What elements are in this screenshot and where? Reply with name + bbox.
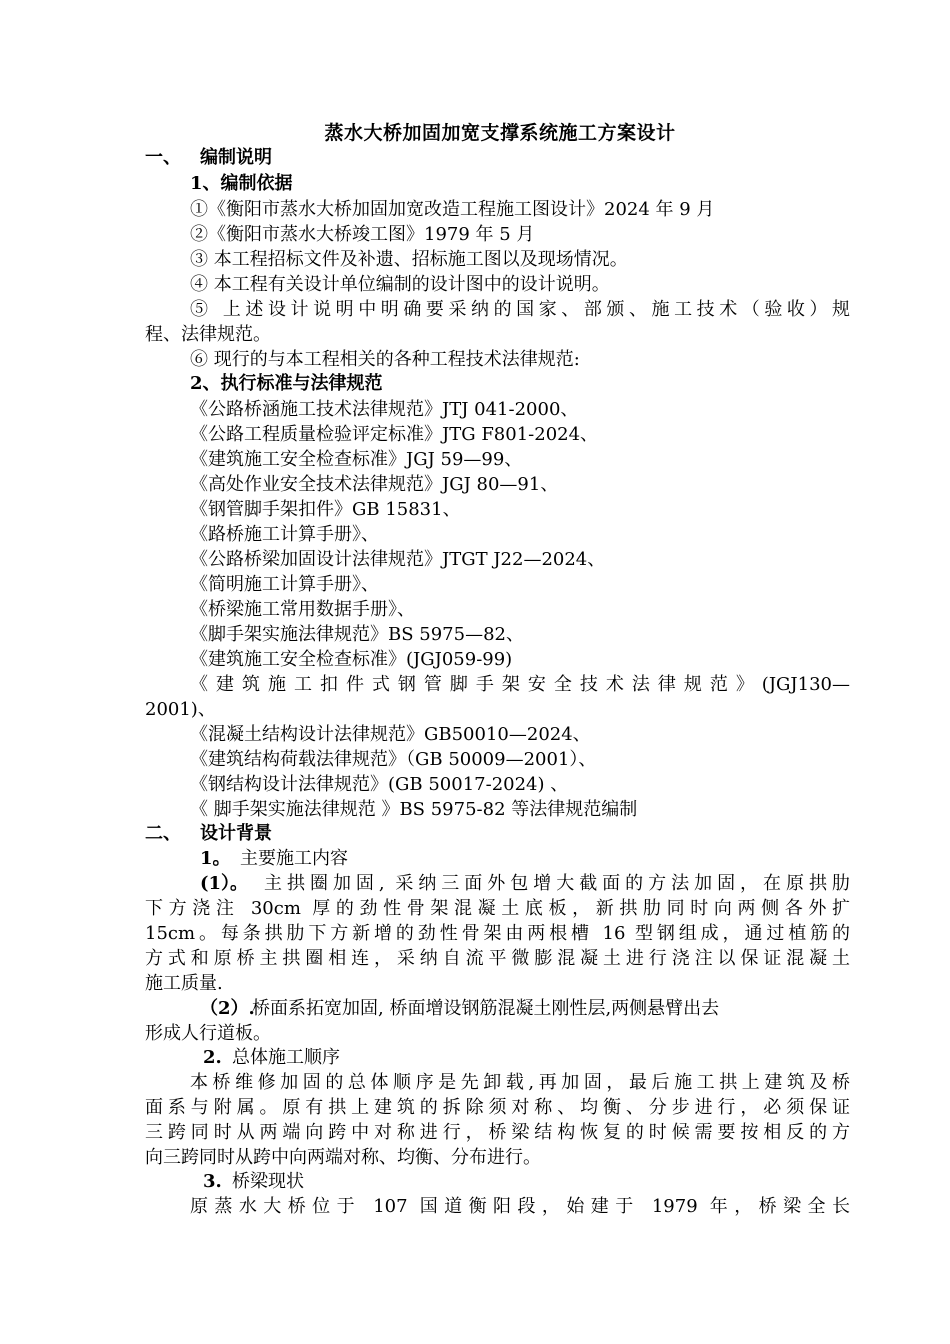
section-2-heading: 设计背景	[200, 823, 272, 844]
standard-item: 《路桥施工计算手册》、	[190, 524, 379, 545]
subsection-2-1-number: 1。	[200, 848, 231, 869]
item-1-label: (1）。	[200, 873, 249, 894]
basis-item: ⑥ 现行的与本工程相关的各种工程技术法律规范:	[190, 349, 580, 370]
basis-item: ③ 本工程招标文件及补遗、招标施工图以及现场情况。	[190, 249, 628, 270]
standard-item: 《高处作业安全技术法律规范》JGJ 80—91、	[190, 474, 559, 495]
subsection-2-3-title: 桥梁现状	[232, 1171, 304, 1192]
paragraph-line: 施工质量.	[145, 973, 223, 994]
standard-item: 《公路工程质量检验评定标准》JTG F801-2024、	[190, 424, 599, 445]
basis-item-continued: 程、法律规范。	[145, 324, 271, 345]
item-2-label: （2）.	[200, 998, 255, 1019]
standard-item: 《建筑施工安全检查标准》JGJ 59—99、	[190, 449, 523, 470]
section-2-number: 二、	[145, 823, 181, 844]
standard-item: 《钢结构设计法律规范》(GB 50017-2024) 、	[190, 774, 569, 795]
subsection-1-2-heading: 2、执行标准与法律规范	[190, 373, 383, 394]
standard-item: 《钢管脚手架扣件》GB 15831、	[190, 499, 461, 520]
section-1-heading: 编制说明	[200, 147, 272, 168]
standard-item: 《混凝土结构设计法律规范》GB50010—2024、	[190, 724, 591, 745]
standard-item: 《公路桥涵施工技术法律规范》JTJ 041-2000、	[190, 399, 579, 420]
subsection-1-1-heading: 1、编制依据	[190, 173, 293, 194]
paragraph-line: 原蒸水大桥位于 107 国道衡阳段，始建于 1979 年，桥梁全长	[190, 1196, 850, 1217]
subsection-2-2-title: 总体施工顺序	[232, 1047, 340, 1068]
standard-item: 《简明施工计算手册》、	[190, 574, 379, 595]
paragraph-line: 桥面系拓宽加固, 桥面增设钢筋混凝土刚性层,两侧悬臂出去	[252, 998, 720, 1019]
standard-item: 《建筑施工扣件式钢管脚手架安全技术法律规范》(JGJ130—	[190, 674, 850, 695]
paragraph-line: 面系与附属。原有拱上建筑的拆除须对称、均衡、分步进行，必须保证	[145, 1097, 850, 1118]
subsection-2-1-title: 主要施工内容	[240, 848, 348, 869]
paragraph-line: 方式和原桥主拱圈相连，采纳自流平微膨混凝土进行浇注以保证混凝土	[145, 948, 850, 969]
paragraph-line: 向三跨同时从跨中向两端对称、均衡、分布进行。	[145, 1147, 541, 1168]
basis-item: ⑤ 上述设计说明中明确要采纳的国家、部颁、施工技术（验收）规	[190, 299, 850, 320]
basis-item: ①《衡阳市蒸水大桥加固加宽改造工程施工图设计》2024 年 9 月	[190, 199, 715, 220]
standard-item: 《脚手架实施法律规范》BS 5975—82、	[190, 624, 524, 645]
subsection-2-2-number: 2.	[203, 1047, 222, 1068]
document-title: 蒸水大桥加固加宽支撑系统施工方案设计	[324, 122, 676, 144]
paragraph-line: 三跨同时从两端向跨中对称进行，桥梁结构恢复的时候需要按相反的方	[145, 1122, 850, 1143]
basis-item: ④ 本工程有关设计单位编制的设计图中的设计说明。	[190, 274, 610, 295]
paragraph-line: 主拱圈加固, 采纳三面外包增大截面的方法加固，在原拱肋	[264, 873, 850, 894]
standard-item: 《 脚手架实施法律规范 》BS 5975-82 等法律规范编制	[190, 799, 638, 820]
standard-item: 《公路桥梁加固设计法律规范》JTGT J22—2024、	[190, 549, 606, 570]
paragraph-line: 15cm。每条拱肋下方新增的劲性骨架由两根槽 16 型钢组成，通过植筋的	[145, 923, 850, 944]
standard-item-continued: 2001)、	[145, 699, 216, 720]
paragraph-line: 本桥维修加固的总体顺序是先卸载,再加固，最后施工拱上建筑及桥	[190, 1072, 850, 1093]
basis-item: ②《衡阳市蒸水大桥竣工图》1979 年 5 月	[190, 224, 535, 245]
paragraph-line: 形成人行道板。	[145, 1023, 271, 1044]
paragraph-line: 下方浇注 30cm 厚的劲性骨架混凝土底板，新拱肋同时向两侧各外扩	[145, 898, 850, 919]
section-1-number: 一、	[145, 147, 181, 168]
standard-item: 《建筑结构荷载法律规范》（GB 50009—2001）、	[190, 749, 597, 770]
standard-item: 《桥梁施工常用数据手册》、	[190, 599, 415, 620]
standard-item: 《建筑施工安全检查标准》(JGJ059-99)	[190, 649, 513, 670]
subsection-2-3-number: 3.	[203, 1171, 222, 1192]
